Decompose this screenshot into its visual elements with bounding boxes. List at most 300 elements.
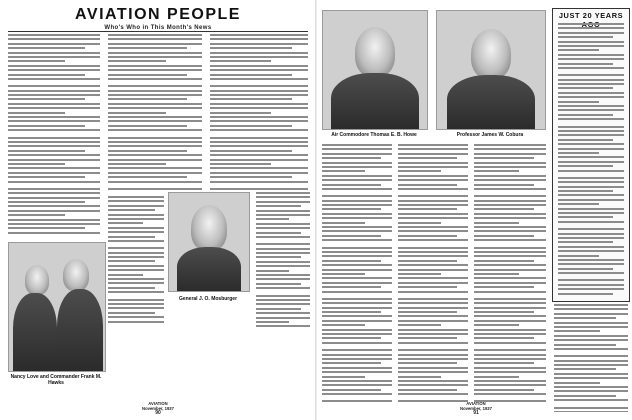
text-line (558, 288, 624, 290)
text-line (108, 252, 164, 254)
text-line (322, 329, 392, 331)
text-line (256, 278, 310, 280)
portrait-face (63, 259, 89, 291)
text-line (108, 287, 155, 289)
text-line (398, 213, 468, 215)
text-line (210, 43, 308, 45)
text-line (322, 349, 392, 351)
text-line (256, 218, 289, 220)
text-line (108, 231, 164, 233)
text-line (474, 144, 546, 146)
text-line (474, 273, 519, 275)
text-line (554, 313, 628, 315)
text-line (474, 282, 546, 284)
text-line (398, 389, 457, 391)
text-line (558, 101, 599, 103)
text-line (8, 145, 100, 147)
text-line (558, 23, 624, 25)
text-line (322, 217, 392, 219)
text-line (108, 78, 202, 80)
right-column-1 (322, 144, 392, 402)
text-line (322, 380, 392, 382)
text-line (256, 201, 310, 203)
text-line (322, 166, 392, 168)
text-line (474, 349, 546, 351)
text-line (558, 263, 624, 265)
text-line (210, 137, 308, 139)
text-line (8, 120, 100, 122)
text-line (558, 212, 624, 214)
text-line (398, 204, 468, 206)
text-line (474, 222, 519, 224)
text-line (554, 411, 628, 412)
text-line (558, 130, 624, 132)
text-line (554, 395, 616, 397)
text-line (210, 150, 292, 152)
text-line (8, 98, 85, 100)
text-line (256, 192, 310, 194)
text-line (322, 282, 392, 284)
text-line (8, 159, 100, 161)
article-text-block (256, 192, 310, 327)
text-line (474, 269, 546, 271)
text-line (8, 116, 100, 118)
text-line (558, 79, 624, 81)
text-line (558, 221, 624, 223)
article-text-block (474, 144, 546, 402)
text-line (210, 141, 308, 143)
text-line (8, 192, 100, 194)
page-footer (108, 401, 208, 416)
text-line (256, 223, 310, 225)
text-line (474, 153, 546, 155)
text-line (108, 34, 202, 36)
text-line (398, 166, 468, 168)
text-line (108, 52, 202, 54)
text-line (322, 307, 392, 309)
text-line (558, 36, 613, 38)
text-line (322, 389, 381, 391)
footer-issue: November, 1937 (460, 406, 492, 411)
text-line (8, 43, 100, 45)
text-line (474, 148, 546, 150)
text-line (398, 367, 468, 369)
text-line (322, 298, 392, 300)
text-line (108, 269, 164, 271)
text-line (108, 163, 166, 165)
text-line (108, 74, 187, 76)
text-line (322, 235, 381, 237)
text-line (474, 208, 534, 210)
text-line (108, 209, 155, 211)
portrait-face (191, 205, 227, 251)
text-line (8, 107, 100, 109)
text-line (398, 273, 441, 275)
text-line (558, 259, 624, 261)
page-number: 91 (473, 410, 479, 416)
text-line (322, 208, 381, 210)
text-line (210, 94, 308, 96)
text-line (322, 320, 392, 322)
portrait-face (355, 27, 395, 77)
text-line (322, 311, 381, 313)
text-line (108, 303, 164, 305)
text-line (108, 112, 166, 114)
text-line (108, 236, 155, 238)
text-line (256, 274, 310, 276)
text-line (474, 307, 546, 309)
text-line (256, 265, 310, 267)
text-line (398, 255, 468, 257)
text-line (8, 38, 100, 40)
text-line (108, 137, 202, 139)
text-line (108, 188, 202, 190)
text-line (8, 150, 85, 152)
text-line (256, 261, 310, 263)
text-line (558, 58, 624, 60)
text-line (322, 277, 392, 279)
text-line (322, 213, 392, 215)
text-line (108, 38, 202, 40)
text-line (108, 247, 164, 249)
text-line (398, 349, 468, 351)
photo-caption: Air Commodore Thomas E. B. Howe (331, 132, 417, 138)
text-line (558, 228, 624, 230)
masthead-rule (8, 31, 308, 32)
text-line (554, 390, 628, 392)
text-line (322, 200, 392, 202)
text-line (398, 144, 468, 146)
text-line (398, 324, 441, 326)
text-line (322, 226, 392, 228)
text-line (210, 163, 271, 165)
text-line (558, 279, 624, 281)
text-line (210, 172, 308, 174)
text-line (474, 162, 546, 164)
text-line (474, 230, 546, 232)
text-line (474, 393, 546, 395)
text-line (558, 139, 613, 141)
text-line (558, 67, 624, 69)
text-line (8, 103, 100, 105)
text-line (558, 194, 624, 196)
text-line (8, 227, 85, 229)
text-line (558, 118, 624, 120)
text-line (108, 159, 202, 161)
text-line (108, 150, 187, 152)
text-line (210, 154, 308, 156)
text-line (474, 315, 546, 317)
article-text-block (398, 144, 468, 402)
text-line (210, 145, 308, 147)
text-line (474, 329, 546, 331)
text-line (322, 222, 365, 224)
text-line (474, 286, 534, 288)
text-line (558, 255, 599, 257)
text-line (398, 247, 468, 249)
text-line (210, 38, 308, 40)
text-line (322, 362, 381, 364)
portrait-shoulders (331, 73, 419, 129)
text-line (210, 116, 308, 118)
portrait-shoulders (447, 75, 535, 129)
text-line (210, 60, 271, 62)
text-line (558, 241, 613, 243)
text-line (558, 208, 624, 210)
text-line (8, 60, 65, 62)
left-column-2 (108, 34, 202, 190)
text-line (108, 240, 164, 242)
text-line (398, 264, 468, 266)
text-line (8, 210, 100, 212)
text-line (108, 218, 164, 220)
text-line (256, 252, 310, 254)
text-line (474, 342, 546, 344)
text-line (8, 197, 100, 199)
text-line (210, 78, 308, 80)
text-line (558, 105, 624, 107)
text-line (398, 277, 468, 279)
text-line (256, 243, 310, 245)
text-line (398, 217, 468, 219)
text-line (8, 47, 85, 49)
text-line (474, 384, 546, 386)
text-line (322, 302, 392, 304)
text-line (558, 148, 624, 150)
text-line (474, 204, 546, 206)
text-line (108, 278, 164, 280)
text-line (554, 364, 628, 366)
text-line (210, 167, 308, 169)
text-line (558, 190, 613, 192)
text-line (474, 157, 534, 159)
text-line (108, 196, 164, 198)
text-line (108, 200, 164, 202)
text-line (322, 162, 392, 164)
text-line (474, 376, 519, 378)
photo-caption: General J. O. Mosburger (178, 296, 238, 302)
text-line (398, 153, 468, 155)
text-line (256, 317, 310, 319)
text-line (398, 333, 468, 335)
text-line (210, 90, 308, 92)
text-line (108, 222, 143, 224)
text-line (256, 205, 301, 207)
text-line (474, 320, 546, 322)
text-line (322, 333, 392, 335)
text-line (210, 107, 308, 109)
text-line (554, 317, 616, 319)
text-line (558, 49, 599, 51)
text-line (322, 247, 392, 249)
text-line (474, 324, 519, 326)
text-line (558, 83, 624, 85)
photo-caption: Professor James W. Cobura (456, 132, 524, 138)
text-line (398, 311, 457, 313)
text-line (558, 170, 624, 172)
text-line (554, 339, 628, 341)
text-line (8, 78, 100, 80)
text-line (210, 125, 292, 127)
text-line (398, 291, 468, 293)
article-text-block (210, 34, 308, 190)
text-line (474, 247, 546, 249)
text-line (558, 272, 624, 274)
text-line (256, 196, 310, 198)
portrait-face (471, 29, 511, 79)
footer-issue: November, 1937 (142, 406, 174, 411)
sidebar-continued-column (554, 304, 628, 412)
text-line (474, 200, 546, 202)
text-line (210, 85, 308, 87)
text-line (8, 34, 100, 36)
sidebar-body (558, 23, 624, 297)
text-line (474, 195, 546, 197)
text-line (554, 326, 628, 328)
text-line (8, 69, 100, 71)
text-line (554, 407, 628, 409)
text-line (558, 177, 624, 179)
text-line (108, 98, 187, 100)
sidebar-text-block (558, 23, 624, 297)
text-line (108, 282, 164, 284)
text-line (558, 27, 624, 29)
text-line (558, 134, 624, 136)
text-line (322, 184, 381, 186)
text-line (322, 175, 392, 177)
text-line (322, 342, 392, 344)
text-line (108, 107, 202, 109)
text-line (256, 299, 310, 301)
text-line (322, 144, 392, 146)
text-line (558, 63, 613, 65)
text-line (210, 52, 308, 54)
text-line (474, 298, 546, 300)
text-line (8, 176, 85, 178)
text-line (474, 251, 546, 253)
text-line (256, 227, 310, 229)
masthead (8, 6, 308, 31)
text-line (322, 188, 392, 190)
text-line (8, 90, 100, 92)
text-line (256, 312, 310, 314)
text-line (398, 307, 468, 309)
portrait-photo-mosburger (168, 192, 250, 292)
right-column-3 (474, 144, 546, 402)
text-line (322, 251, 392, 253)
text-line (558, 156, 624, 158)
left-column-3 (210, 34, 308, 190)
text-line (398, 200, 468, 202)
text-line (256, 303, 310, 305)
text-line (554, 348, 628, 350)
text-line (554, 368, 616, 370)
text-line (398, 162, 468, 164)
text-line (474, 371, 546, 373)
text-line (8, 129, 100, 131)
text-line (474, 255, 546, 257)
text-line (558, 284, 624, 286)
text-line (398, 362, 457, 364)
text-line (398, 208, 457, 210)
text-line (474, 226, 546, 228)
text-line (210, 188, 308, 190)
text-line (8, 219, 100, 221)
text-line (474, 277, 546, 279)
text-line (558, 87, 613, 89)
text-line (256, 308, 301, 310)
text-line (322, 239, 392, 241)
text-line (108, 312, 155, 314)
text-line (398, 170, 441, 172)
text-line (8, 223, 100, 225)
text-line (554, 360, 628, 362)
text-line (398, 239, 468, 241)
text-line (322, 367, 392, 369)
portrait-shoulders (177, 247, 241, 291)
text-line (256, 321, 289, 323)
text-line (8, 85, 100, 87)
text-line (558, 41, 624, 43)
text-line (474, 337, 534, 339)
text-line (558, 246, 624, 248)
left-column-2-lower (108, 196, 164, 330)
text-line (398, 315, 468, 317)
text-line (108, 125, 187, 127)
text-line (210, 159, 308, 161)
text-line (108, 214, 164, 216)
text-line (108, 103, 202, 105)
text-line (554, 322, 628, 324)
text-line (558, 199, 624, 201)
text-line (8, 188, 100, 190)
text-line (398, 337, 457, 339)
photo-caption: Nancy Love and Commander Frank M. Hawks (10, 374, 102, 386)
text-line (210, 34, 308, 36)
text-line (398, 354, 468, 356)
right-column-2 (398, 144, 468, 402)
text-line (108, 141, 202, 143)
text-line (558, 293, 613, 295)
text-line (8, 205, 100, 207)
text-line (8, 214, 65, 216)
text-line (554, 355, 628, 357)
text-line (322, 255, 392, 257)
left-column-1 (8, 34, 100, 234)
text-line (108, 321, 164, 323)
text-line (108, 69, 202, 71)
text-line (108, 299, 164, 301)
text-line (108, 260, 155, 262)
text-line (398, 226, 468, 228)
text-line (398, 282, 468, 284)
text-line (398, 380, 468, 382)
text-line (210, 47, 292, 49)
text-line (8, 172, 100, 174)
text-line (322, 400, 392, 402)
page-number: 90 (155, 410, 161, 416)
text-line (108, 274, 143, 276)
text-line (558, 161, 624, 163)
text-line (8, 201, 85, 203)
text-line (108, 176, 187, 178)
text-line (8, 181, 100, 183)
text-line (108, 116, 202, 118)
text-line (398, 329, 468, 331)
text-line (210, 112, 271, 114)
text-line (322, 291, 392, 293)
text-line (398, 260, 457, 262)
